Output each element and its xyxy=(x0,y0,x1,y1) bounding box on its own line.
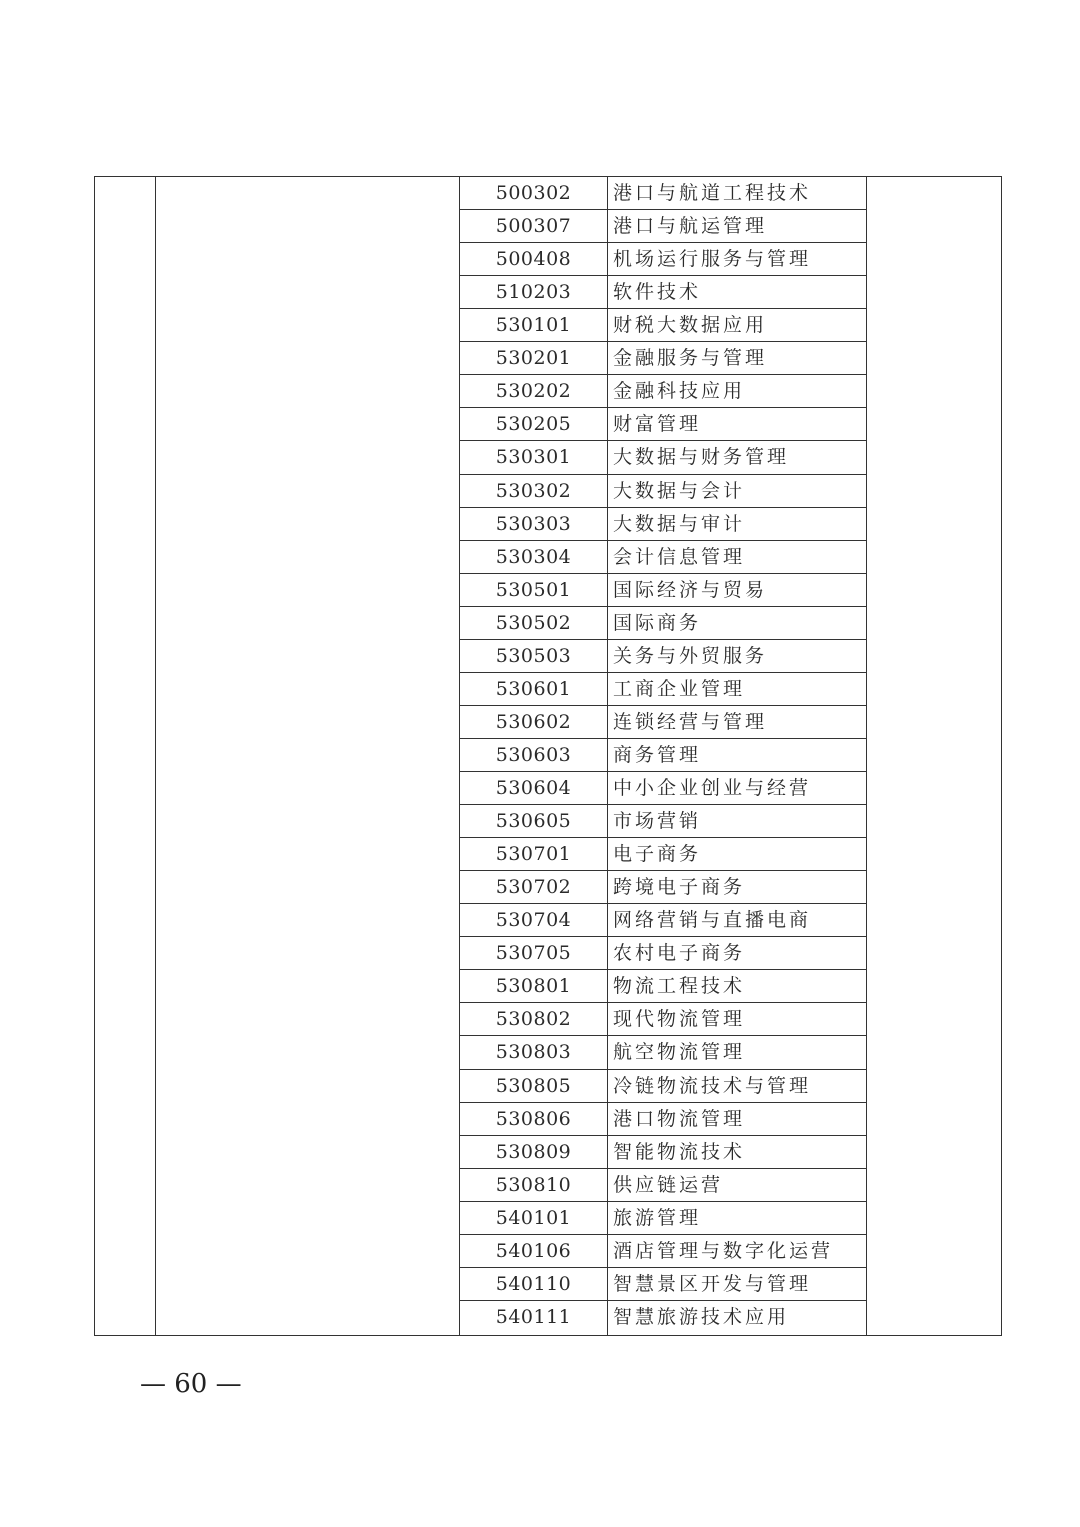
major-name: 机场运行服务与管理 xyxy=(613,248,812,271)
major-name: 国际商务 xyxy=(613,611,702,634)
table-row xyxy=(460,441,866,474)
table-row xyxy=(460,508,866,541)
major-code: 530201 xyxy=(495,347,572,370)
major-code: 530802 xyxy=(495,1008,572,1031)
major-name: 旅游管理 xyxy=(613,1206,702,1229)
major-code: 530810 xyxy=(495,1173,572,1196)
major-name: 金融科技应用 xyxy=(613,380,746,403)
major-name: 软件技术 xyxy=(613,281,702,304)
major-code: 530604 xyxy=(495,777,572,800)
table-row xyxy=(460,1103,866,1136)
major-code: 500408 xyxy=(495,248,572,271)
table-row xyxy=(460,243,866,276)
major-code: 530605 xyxy=(495,810,572,833)
major-code: 530705 xyxy=(495,942,572,965)
table-row xyxy=(460,1301,866,1334)
major-code: 530701 xyxy=(495,843,572,866)
major-code: 530704 xyxy=(495,909,572,932)
major-code: 530702 xyxy=(495,876,572,899)
major-name: 金融服务与管理 xyxy=(613,347,768,370)
table-row xyxy=(460,1003,866,1036)
major-name: 中小企业创业与经营 xyxy=(613,777,812,800)
major-name: 跨境电子商务 xyxy=(613,876,746,899)
major-name: 大数据与会计 xyxy=(613,479,746,502)
table-row xyxy=(460,871,866,904)
major-name: 会计信息管理 xyxy=(613,545,746,568)
major-code: 530304 xyxy=(495,545,572,568)
table-row xyxy=(460,607,866,640)
column-divider xyxy=(866,177,867,1335)
table-row xyxy=(460,640,866,673)
major-code: 530101 xyxy=(495,314,572,337)
page-number: — 60 — xyxy=(140,1369,242,1399)
major-name: 财税大数据应用 xyxy=(613,314,768,337)
table-row xyxy=(460,1268,866,1301)
major-name: 物流工程技术 xyxy=(613,975,746,998)
table-row xyxy=(460,970,866,1003)
table-row xyxy=(460,937,866,970)
major-table xyxy=(94,176,1002,1336)
column-divider xyxy=(155,177,156,1335)
major-code: 530809 xyxy=(495,1140,572,1163)
major-name: 现代物流管理 xyxy=(613,1008,746,1031)
major-code: 530801 xyxy=(495,975,572,998)
major-name: 港口物流管理 xyxy=(613,1107,746,1130)
major-code: 540110 xyxy=(495,1272,572,1295)
major-name: 大数据与审计 xyxy=(613,512,746,535)
table-row xyxy=(460,574,866,607)
major-code: 530806 xyxy=(495,1107,572,1130)
major-code: 530805 xyxy=(495,1074,572,1097)
table-row xyxy=(460,541,866,574)
major-code: 530501 xyxy=(495,578,572,601)
major-code: 540111 xyxy=(495,1305,572,1328)
major-code: 530803 xyxy=(495,1041,572,1064)
major-name: 智能物流技术 xyxy=(613,1140,746,1163)
major-name: 酒店管理与数字化运营 xyxy=(613,1239,834,1262)
table-row xyxy=(460,1202,866,1235)
major-code: 530205 xyxy=(495,413,572,436)
table-row xyxy=(460,177,866,210)
major-code: 500307 xyxy=(495,215,572,238)
major-name: 供应链运营 xyxy=(613,1173,724,1196)
table-row xyxy=(460,408,866,441)
table-row xyxy=(460,673,866,706)
major-code: 530601 xyxy=(495,677,572,700)
major-name: 工商企业管理 xyxy=(613,677,746,700)
major-code: 530202 xyxy=(495,380,572,403)
table-row xyxy=(460,739,866,772)
major-name: 连锁经营与管理 xyxy=(613,710,768,733)
major-name: 航空物流管理 xyxy=(613,1041,746,1064)
major-name: 财富管理 xyxy=(613,413,702,436)
major-code: 540101 xyxy=(495,1206,572,1229)
table-row xyxy=(460,838,866,871)
major-code: 540106 xyxy=(495,1239,572,1262)
table-rows xyxy=(460,177,866,1335)
table-row xyxy=(460,1169,866,1202)
major-name: 港口与航运管理 xyxy=(613,215,768,238)
major-name: 智慧旅游技术应用 xyxy=(613,1305,790,1328)
major-name: 大数据与财务管理 xyxy=(613,446,790,469)
major-name: 冷链物流技术与管理 xyxy=(613,1074,812,1097)
table-row xyxy=(460,1235,866,1268)
table-row xyxy=(460,475,866,508)
major-code: 530603 xyxy=(495,743,572,766)
major-name: 网络营销与直播电商 xyxy=(613,909,812,932)
major-name: 商务管理 xyxy=(613,743,702,766)
table-row xyxy=(460,1036,866,1069)
major-code: 530503 xyxy=(495,644,572,667)
major-name: 农村电子商务 xyxy=(613,942,746,965)
major-code: 510203 xyxy=(495,281,572,304)
table-row xyxy=(460,772,866,805)
major-name: 智慧景区开发与管理 xyxy=(613,1272,812,1295)
table-row xyxy=(460,375,866,408)
table-row xyxy=(460,904,866,937)
major-code: 530502 xyxy=(495,611,572,634)
major-code: 530602 xyxy=(495,710,572,733)
table-row xyxy=(460,342,866,375)
major-code: 530303 xyxy=(495,512,572,535)
table-row xyxy=(460,276,866,309)
major-name: 关务与外贸服务 xyxy=(613,644,768,667)
major-code: 530302 xyxy=(495,479,572,502)
major-name: 市场营销 xyxy=(613,810,702,833)
major-code: 530301 xyxy=(495,446,572,469)
table-row xyxy=(460,210,866,243)
table-row xyxy=(460,1070,866,1103)
major-name: 港口与航道工程技术 xyxy=(613,182,812,204)
table-row xyxy=(460,706,866,739)
major-code: 500302 xyxy=(495,182,572,204)
table-row xyxy=(460,1136,866,1169)
table-row xyxy=(460,309,866,342)
major-name: 国际经济与贸易 xyxy=(613,578,768,601)
major-name: 电子商务 xyxy=(613,843,702,866)
table-row xyxy=(460,805,866,838)
